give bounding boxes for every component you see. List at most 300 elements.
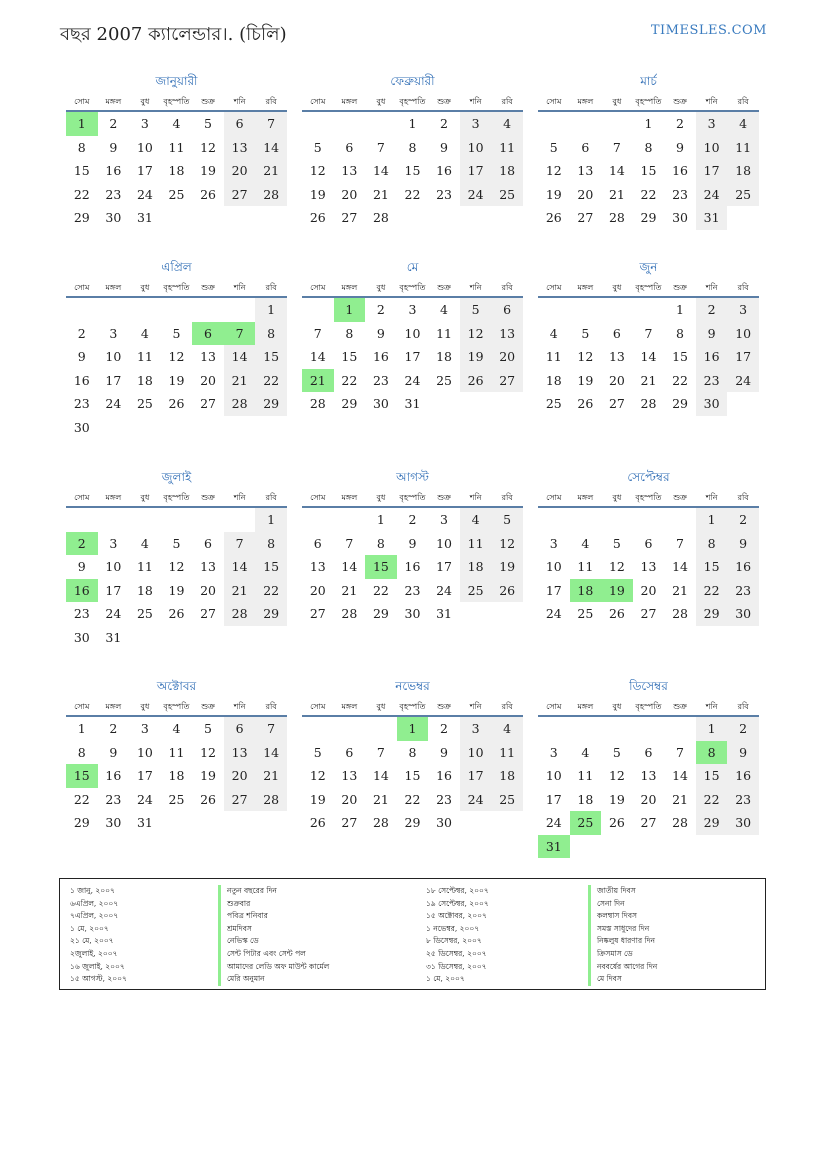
day-cell: 30 bbox=[73, 629, 90, 645]
day-cell: 22 bbox=[640, 186, 657, 202]
day-cell: 3 bbox=[440, 512, 448, 527]
day-cell: 8 bbox=[644, 139, 653, 155]
month-block bbox=[538, 678, 759, 858]
week-row bbox=[302, 602, 523, 626]
day-cell: 21 bbox=[255, 764, 287, 788]
week-row bbox=[538, 602, 759, 626]
day-cell: 5 bbox=[612, 535, 621, 551]
day-cell: 20 bbox=[608, 372, 625, 388]
day-cell: 18 bbox=[460, 555, 492, 579]
week-row bbox=[538, 741, 759, 765]
day-cell: 8 bbox=[345, 325, 354, 341]
day-cell: 16 bbox=[372, 349, 389, 364]
day-cell: 7 bbox=[376, 139, 385, 155]
weekday-label: রবি bbox=[501, 702, 513, 711]
week-row bbox=[302, 392, 523, 416]
holiday-day-cell: 25 bbox=[570, 811, 602, 835]
day-cell: 9 bbox=[676, 139, 684, 155]
weekday-label: মঙ্গল bbox=[577, 283, 594, 292]
weekday-label: শুক্র bbox=[437, 493, 451, 502]
day-cell: 24 bbox=[105, 606, 122, 621]
day-cell: 4 bbox=[727, 112, 759, 136]
weekday-label: শনি bbox=[705, 493, 718, 502]
month-name: জুন bbox=[639, 260, 658, 274]
day-cell: 23 bbox=[105, 186, 122, 202]
legend-names-col2 bbox=[588, 885, 657, 986]
day-cell: 3 bbox=[727, 298, 759, 322]
empty-day-cell bbox=[161, 298, 193, 322]
week-row bbox=[66, 626, 287, 650]
day-cell: 5 bbox=[313, 139, 322, 155]
day-cell: 26 bbox=[608, 606, 625, 621]
day-cell: 17 bbox=[105, 372, 122, 388]
day-cell: 19 bbox=[200, 163, 216, 178]
day-cell: 29 bbox=[73, 815, 90, 830]
day-cell: 27 bbox=[200, 396, 216, 411]
empty-day-cell bbox=[192, 298, 224, 322]
week-row bbox=[302, 159, 523, 183]
day-cell: 4 bbox=[581, 535, 590, 551]
empty-day-cell bbox=[696, 835, 728, 859]
day-cell: 6 bbox=[612, 325, 621, 341]
day-cell: 11 bbox=[491, 741, 523, 765]
empty-day-cell bbox=[192, 416, 224, 440]
day-cell: 11 bbox=[436, 325, 452, 341]
weekday-label: সোম bbox=[74, 702, 90, 711]
week-row bbox=[66, 298, 287, 322]
day-cell: 4 bbox=[440, 302, 448, 317]
day-cell: 12 bbox=[577, 349, 594, 364]
week-row bbox=[66, 206, 287, 230]
weekday-label: সোম bbox=[546, 493, 562, 502]
day-cell: 16 bbox=[105, 163, 122, 178]
day-cell: 11 bbox=[577, 559, 594, 574]
weekday-label: শুক্র bbox=[201, 283, 215, 292]
day-cell: 14 bbox=[640, 349, 657, 364]
empty-day-cell bbox=[334, 112, 366, 136]
day-cell: 6 bbox=[313, 535, 322, 551]
empty-day-cell bbox=[491, 206, 523, 230]
week-row bbox=[66, 579, 287, 603]
day-cell: 29 bbox=[696, 602, 728, 626]
legend-holiday-name: ক্রিসমাস ডে bbox=[588, 948, 657, 961]
day-cell: 12 bbox=[168, 349, 185, 364]
weekday-label: সোম bbox=[74, 97, 90, 106]
day-cell: 4 bbox=[172, 721, 181, 736]
day-cell: 12 bbox=[491, 532, 523, 556]
day-cell: 18 bbox=[168, 163, 185, 178]
day-cell: 25 bbox=[168, 186, 185, 202]
legend-date: ১ মে, ২০০৭ bbox=[426, 974, 465, 984]
day-cell: 3 bbox=[549, 744, 558, 760]
day-cell: 24 bbox=[727, 369, 759, 393]
day-cell: 21 bbox=[224, 369, 256, 393]
legend-dates-col2 bbox=[426, 885, 489, 986]
day-cell: 27 bbox=[309, 606, 326, 621]
weekday-label: বৃহস্পতি bbox=[399, 493, 426, 502]
day-cell: 25 bbox=[545, 396, 562, 411]
day-cell: 22 bbox=[372, 582, 389, 598]
day-cell: 20 bbox=[577, 186, 594, 202]
day-cell: 26 bbox=[309, 815, 326, 830]
week-row bbox=[538, 298, 759, 322]
day-cell: 12 bbox=[309, 163, 326, 178]
day-cell: 28 bbox=[640, 396, 657, 411]
legend-holiday-name: শুক্রবার bbox=[218, 898, 329, 911]
month-block bbox=[538, 259, 759, 416]
weekday-header bbox=[302, 700, 523, 717]
day-cell: 14 bbox=[341, 559, 358, 574]
weekday-label: শনি bbox=[233, 283, 246, 292]
day-cell: 3 bbox=[140, 116, 149, 131]
day-cell: 24 bbox=[136, 186, 153, 202]
holiday-day-cell: 31 bbox=[538, 835, 570, 859]
weekday-label: শুক্র bbox=[201, 493, 215, 502]
day-cell: 23 bbox=[727, 579, 759, 603]
empty-day-cell bbox=[428, 206, 460, 230]
day-cell: 3 bbox=[140, 721, 149, 736]
day-cell: 22 bbox=[404, 791, 421, 807]
week-row bbox=[538, 392, 759, 416]
day-cell: 7 bbox=[255, 717, 287, 741]
day-cell: 17 bbox=[545, 582, 562, 598]
week-row bbox=[302, 811, 523, 835]
day-cell: 21 bbox=[372, 186, 389, 202]
day-cell: 13 bbox=[224, 741, 256, 765]
day-cell: 23 bbox=[105, 791, 122, 807]
weekday-label: মঙ্গল bbox=[105, 702, 122, 711]
day-cell: 19 bbox=[309, 186, 326, 202]
day-cell: 29 bbox=[696, 811, 728, 835]
day-cell: 30 bbox=[105, 815, 122, 830]
day-cell: 14 bbox=[255, 741, 287, 765]
weekday-label: মঙ্গল bbox=[341, 493, 358, 502]
day-cell: 13 bbox=[200, 349, 216, 364]
day-cell: 30 bbox=[73, 419, 90, 435]
weekday-label: মঙ্গল bbox=[341, 97, 358, 106]
day-cell: 3 bbox=[460, 717, 492, 741]
day-cell: 1 bbox=[696, 508, 728, 532]
week-row bbox=[66, 508, 287, 532]
day-cell: 8 bbox=[77, 139, 86, 155]
week-row bbox=[538, 811, 759, 835]
weekday-label: বুধ bbox=[140, 283, 150, 292]
day-cell: 7 bbox=[612, 139, 621, 155]
legend-date: ২জুলাই, ২০০৭ bbox=[70, 948, 118, 958]
weekday-label: শুক্র bbox=[437, 97, 451, 106]
day-cell: 6 bbox=[224, 112, 256, 136]
day-cell: 4 bbox=[491, 717, 523, 741]
day-cell: 14 bbox=[608, 163, 625, 178]
legend-holiday-name: পবিত্র শনিবার bbox=[218, 910, 329, 923]
day-cell: 20 bbox=[200, 372, 216, 388]
empty-day-cell bbox=[538, 717, 570, 741]
weekday-label: বৃহস্পতি bbox=[399, 702, 426, 711]
weekday-header bbox=[66, 491, 287, 508]
day-cell: 17 bbox=[696, 159, 728, 183]
day-cell: 2 bbox=[109, 721, 118, 736]
day-cell: 30 bbox=[436, 815, 452, 830]
brand-logo-text[interactable]: TIMESLES.COM bbox=[650, 23, 767, 38]
day-cell: 25 bbox=[436, 372, 452, 388]
day-cell: 7 bbox=[376, 744, 385, 760]
day-cell: 17 bbox=[460, 159, 492, 183]
empty-day-cell bbox=[664, 835, 696, 859]
week-row bbox=[302, 741, 523, 765]
day-cell: 22 bbox=[73, 186, 90, 202]
day-cell: 26 bbox=[168, 396, 185, 411]
day-cell: 19 bbox=[309, 791, 326, 807]
month-name: ডিসেম্বর bbox=[629, 679, 668, 693]
day-cell: 27 bbox=[341, 210, 358, 225]
day-cell: 23 bbox=[696, 369, 728, 393]
weekday-label: সোম bbox=[310, 702, 326, 711]
empty-day-cell bbox=[538, 298, 570, 322]
weekday-label: রবি bbox=[501, 493, 513, 502]
week-row bbox=[538, 345, 759, 369]
week-row bbox=[302, 555, 523, 579]
day-cell: 3 bbox=[109, 325, 118, 341]
week-row bbox=[302, 112, 523, 136]
day-cell: 10 bbox=[136, 744, 153, 760]
day-cell: 4 bbox=[140, 535, 149, 551]
holiday-day-cell: 1 bbox=[66, 112, 98, 136]
day-cell: 31 bbox=[696, 206, 728, 230]
day-cell: 9 bbox=[408, 535, 417, 551]
empty-day-cell bbox=[570, 298, 602, 322]
day-cell: 1 bbox=[255, 298, 287, 322]
day-cell: 25 bbox=[168, 791, 185, 807]
week-row bbox=[66, 136, 287, 160]
day-cell: 26 bbox=[168, 606, 185, 621]
day-cell: 22 bbox=[696, 579, 728, 603]
legend-dates-col1 bbox=[70, 885, 127, 986]
empty-day-cell bbox=[224, 626, 256, 650]
day-cell: 3 bbox=[408, 302, 417, 317]
day-cell: 8 bbox=[408, 744, 417, 760]
weekday-label: সোম bbox=[546, 283, 562, 292]
day-cell: 12 bbox=[460, 322, 492, 346]
day-cell: 9 bbox=[440, 139, 448, 155]
day-cell: 18 bbox=[577, 791, 594, 807]
day-cell: 12 bbox=[608, 559, 625, 574]
day-cell: 1 bbox=[77, 721, 86, 736]
weekday-label: সোম bbox=[310, 283, 326, 292]
day-cell: 2 bbox=[696, 298, 728, 322]
week-row bbox=[538, 717, 759, 741]
empty-day-cell bbox=[98, 298, 130, 322]
empty-day-cell bbox=[633, 298, 665, 322]
weekday-label: রবি bbox=[265, 97, 277, 106]
day-cell: 18 bbox=[136, 372, 153, 388]
day-cell: 22 bbox=[341, 372, 358, 388]
day-cell: 27 bbox=[200, 606, 216, 621]
weekday-label: শনি bbox=[469, 702, 482, 711]
legend-holiday-name: শ্রমদিবস bbox=[218, 923, 329, 936]
day-cell: 2 bbox=[440, 721, 448, 736]
day-cell: 19 bbox=[491, 555, 523, 579]
legend-date: ৮ ডিসেম্বর, ২০০৭ bbox=[426, 936, 482, 946]
month-block bbox=[538, 469, 759, 626]
day-cell: 1 bbox=[408, 116, 417, 131]
day-cell: 2 bbox=[109, 116, 118, 131]
legend-holiday-name: মে দিবস bbox=[588, 973, 657, 986]
week-row bbox=[66, 741, 287, 765]
day-cell: 16 bbox=[73, 372, 90, 388]
legend-date: ১ জানু, ২০০৭ bbox=[70, 886, 115, 895]
month-block bbox=[302, 678, 523, 835]
weekday-label: রবি bbox=[737, 702, 749, 711]
day-cell: 4 bbox=[172, 116, 181, 131]
empty-day-cell bbox=[727, 392, 759, 416]
day-cell: 18 bbox=[491, 159, 523, 183]
weekday-label: রবি bbox=[501, 97, 513, 106]
weekday-header bbox=[538, 700, 759, 717]
weekday-label: বৃহস্পতি bbox=[635, 97, 662, 106]
day-cell: 24 bbox=[105, 396, 122, 411]
week-row bbox=[66, 532, 287, 556]
month-block bbox=[66, 678, 287, 835]
weekday-label: শনি bbox=[705, 97, 718, 106]
day-cell: 15 bbox=[73, 163, 90, 178]
day-cell: 27 bbox=[640, 606, 657, 621]
legend-holiday-name: নিষ্কলুষ ধারণার দিন bbox=[588, 935, 657, 948]
weekday-label: বৃহস্পতি bbox=[163, 97, 190, 106]
day-cell: 12 bbox=[545, 163, 562, 178]
empty-day-cell bbox=[66, 298, 98, 322]
day-cell: 26 bbox=[200, 791, 216, 807]
empty-day-cell bbox=[302, 508, 334, 532]
holiday-day-cell: 19 bbox=[601, 579, 633, 603]
day-cell: 6 bbox=[224, 717, 256, 741]
day-cell: 27 bbox=[577, 210, 594, 225]
day-cell: 21 bbox=[672, 791, 688, 807]
weekday-label: শুক্র bbox=[673, 493, 687, 502]
day-cell: 22 bbox=[255, 369, 287, 393]
day-cell: 26 bbox=[608, 815, 625, 830]
day-cell: 1 bbox=[644, 116, 653, 131]
day-cell: 12 bbox=[168, 559, 185, 574]
day-cell: 5 bbox=[612, 744, 621, 760]
day-cell: 31 bbox=[404, 396, 421, 411]
day-cell: 5 bbox=[172, 535, 181, 551]
weekday-label: শুক্র bbox=[673, 283, 687, 292]
holiday-day-cell: 2 bbox=[66, 532, 98, 556]
week-row bbox=[538, 788, 759, 812]
week-row bbox=[538, 508, 759, 532]
holiday-legend bbox=[59, 878, 766, 990]
day-cell: 14 bbox=[672, 559, 688, 574]
month-name: অক্টোবর bbox=[156, 679, 197, 693]
weekday-label: রবি bbox=[737, 283, 749, 292]
day-cell: 6 bbox=[644, 744, 653, 760]
empty-day-cell bbox=[161, 811, 193, 835]
week-row bbox=[538, 764, 759, 788]
weekday-label: শুক্র bbox=[673, 97, 687, 106]
empty-day-cell bbox=[664, 508, 696, 532]
weekday-label: বুধ bbox=[376, 702, 386, 711]
day-cell: 25 bbox=[577, 606, 594, 621]
weekday-label: মঙ্গল bbox=[105, 493, 122, 502]
day-cell: 6 bbox=[345, 744, 354, 760]
day-cell: 15 bbox=[341, 349, 358, 364]
week-row bbox=[538, 112, 759, 136]
day-cell: 19 bbox=[168, 582, 185, 598]
empty-day-cell bbox=[224, 206, 256, 230]
day-cell: 18 bbox=[168, 768, 185, 783]
weekday-header bbox=[302, 491, 523, 508]
day-cell: 15 bbox=[404, 163, 421, 178]
day-cell: 21 bbox=[608, 186, 625, 202]
day-cell: 27 bbox=[224, 788, 256, 812]
week-row bbox=[66, 717, 287, 741]
weekday-label: বুধ bbox=[376, 97, 386, 106]
empty-day-cell bbox=[601, 835, 633, 859]
day-cell: 23 bbox=[73, 396, 90, 411]
day-cell: 13 bbox=[341, 163, 358, 178]
empty-day-cell bbox=[460, 206, 492, 230]
day-cell: 20 bbox=[640, 791, 657, 807]
day-cell: 25 bbox=[460, 579, 492, 603]
empty-day-cell bbox=[601, 508, 633, 532]
weekday-label: শুক্র bbox=[437, 283, 451, 292]
day-cell: 27 bbox=[608, 396, 625, 411]
day-cell: 5 bbox=[460, 298, 492, 322]
day-cell: 29 bbox=[73, 210, 90, 225]
week-row bbox=[66, 811, 287, 835]
day-cell: 15 bbox=[255, 555, 287, 579]
weekday-header bbox=[302, 281, 523, 298]
empty-day-cell bbox=[129, 508, 161, 532]
week-row bbox=[538, 322, 759, 346]
empty-day-cell bbox=[633, 835, 665, 859]
empty-day-cell bbox=[224, 416, 256, 440]
weekday-header bbox=[66, 700, 287, 717]
day-cell: 7 bbox=[313, 325, 322, 341]
weekday-label: শনি bbox=[233, 702, 246, 711]
day-cell: 22 bbox=[404, 186, 421, 202]
day-cell: 13 bbox=[640, 559, 657, 574]
legend-date: ৩১ ডিসেম্বর, ২০০৭ bbox=[426, 961, 487, 971]
month-block bbox=[66, 73, 287, 230]
empty-day-cell bbox=[570, 835, 602, 859]
weekday-label: বৃহস্পতি bbox=[399, 97, 426, 106]
legend-date: ১৬ জুলাই, ২০০৭ bbox=[70, 961, 125, 971]
day-cell: 4 bbox=[460, 508, 492, 532]
day-cell: 15 bbox=[696, 764, 728, 788]
day-cell: 28 bbox=[341, 606, 358, 621]
legend-holiday-name: আমাদের লেডি অফ মাউন্ট কার্মেল bbox=[218, 961, 329, 974]
weekday-label: সোম bbox=[74, 283, 90, 292]
day-cell: 30 bbox=[727, 811, 759, 835]
holiday-day-cell: 1 bbox=[334, 298, 366, 322]
day-cell: 22 bbox=[672, 372, 688, 388]
day-cell: 18 bbox=[436, 349, 452, 364]
weekday-label: সোম bbox=[546, 97, 562, 106]
weekday-label: রবি bbox=[501, 283, 513, 292]
day-cell: 29 bbox=[372, 606, 389, 621]
empty-day-cell bbox=[161, 508, 193, 532]
day-cell: 28 bbox=[672, 815, 688, 830]
day-cell: 1 bbox=[676, 302, 684, 317]
day-cell: 8 bbox=[255, 532, 287, 556]
week-row bbox=[66, 555, 287, 579]
day-cell: 5 bbox=[172, 325, 181, 341]
week-row bbox=[302, 136, 523, 160]
empty-day-cell bbox=[397, 206, 429, 230]
day-cell: 8 bbox=[696, 532, 728, 556]
month-name: নভেম্বর bbox=[395, 679, 430, 693]
